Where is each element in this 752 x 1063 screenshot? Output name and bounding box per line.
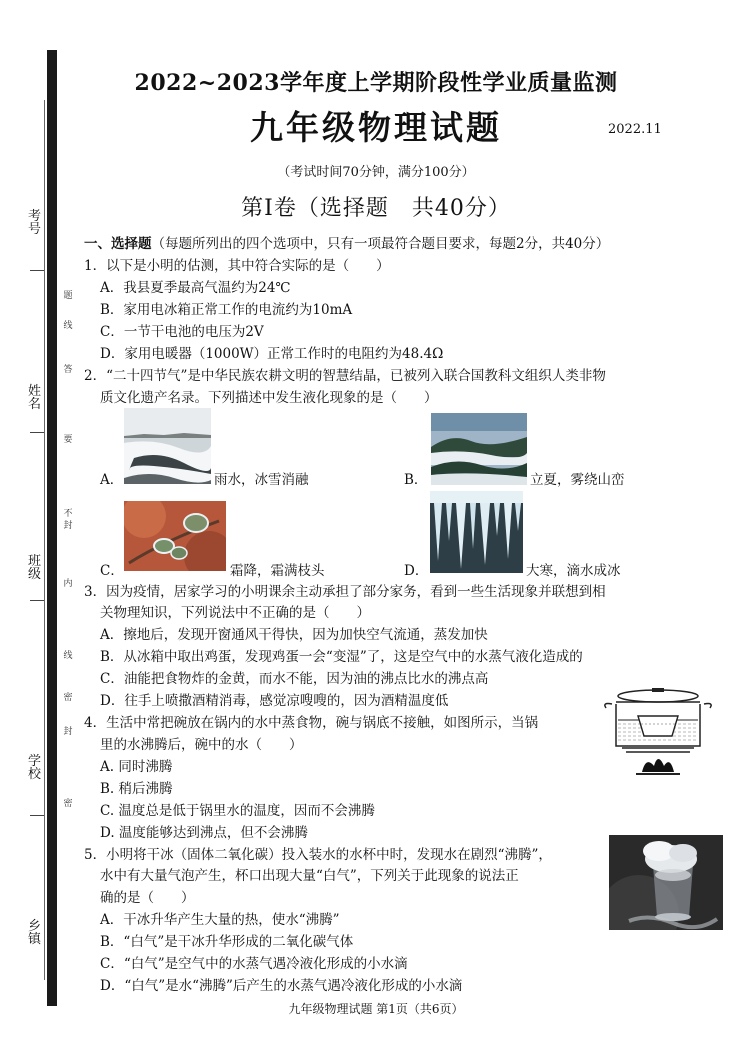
- q1-option-c: C．一节干电池的电压为2V: [100, 324, 264, 340]
- q2-option-c-caption: 霜降，霜满枝头: [230, 563, 325, 579]
- mist-mountains-image: [431, 413, 527, 485]
- q1-option-b: B．家用电冰箱正常工作的电流约为10mA: [100, 302, 353, 318]
- page-footer: 九年级物理试题 第1页（共6页）: [288, 1002, 464, 1016]
- q5-option-a: A．干冰升华产生大量的热，使水“沸腾”: [100, 912, 340, 928]
- q2-option-d-letter: D．: [404, 563, 429, 579]
- q2-stem-line2: 质文化遗产名录。下列描述中发生液化现象的是（ ）: [100, 390, 438, 406]
- q5-option-b: B．“白气”是干冰升华形成的二氧化碳气体: [100, 934, 354, 950]
- binding-line: [44, 100, 45, 980]
- q3-stem-line1: 3．因为疫情，居家学习的小明课余主动承担了部分家务，看到一些生活现象并联想到相: [84, 584, 606, 600]
- frost-plant-image: [124, 501, 226, 571]
- seal-char: 封: [63, 521, 73, 531]
- underline: [30, 432, 44, 433]
- q1-option-a: A．我县夏季最高气温约为24℃: [100, 280, 291, 296]
- exam-name: 2022~2023学年度上学期阶段性学业质量监测: [134, 70, 618, 96]
- q1-stem: 1．以下是小明的估测，其中符合实际的是（ ）: [84, 258, 390, 274]
- q3-option-c: C．油能把食物炸的金黄，而水不能，因为油的沸点比水的沸点高: [100, 671, 489, 687]
- exam-number-label: 考号: [28, 209, 42, 237]
- school-label: 学校: [28, 754, 42, 782]
- q3-option-d: D．往手上喷撒酒精消毒，感觉凉嗖嗖的，因为酒精温度低: [100, 693, 449, 709]
- q5-stem-line1: 5．小明将干冰（固体二氧化碳）投入装水的水杯中时，发现水在剧烈“沸腾”，: [84, 847, 552, 863]
- page-title: 九年级物理试题: [250, 108, 502, 147]
- seal-char: 线: [63, 321, 73, 331]
- name-label: 姓名: [28, 384, 42, 412]
- q2-option-d-caption: 大寒，滴水成冰: [526, 563, 621, 579]
- exam-date: 2022.11: [608, 122, 662, 137]
- q2-option-b-letter: B．: [404, 472, 428, 488]
- steaming-pot-figure: [602, 686, 714, 780]
- time-note: （考试时间70分钟，满分100分）: [277, 165, 475, 180]
- seal-char: 要: [63, 435, 73, 445]
- section-label: 一、选择题: [84, 236, 152, 252]
- dry-ice-photo: [609, 835, 723, 930]
- snow-melt-image: [124, 408, 211, 484]
- seal-char: 封: [63, 727, 73, 737]
- seal-char: 密: [63, 693, 73, 703]
- seal-char: 题: [63, 291, 73, 301]
- q2-option-b-caption: 立夏，雾绕山峦: [530, 472, 625, 488]
- q5-stem-line3: 确的是（ ）: [100, 890, 195, 906]
- q2-option-c-letter: C．: [100, 563, 124, 579]
- q5-option-d: D．“白气”是水“沸腾”后产生的水蒸气遇冷液化形成的小水滴: [100, 978, 463, 994]
- q3-option-a: A．擦地后，发现开窗通风干得快，因为加快空气流通，蒸发加快: [100, 627, 488, 643]
- q3-option-b: B．从冰箱中取出鸡蛋，发现鸡蛋一会“变湿”了，这是空气中的水蒸气液化造成的: [100, 649, 583, 665]
- q2-option-a-letter: A．: [100, 472, 124, 488]
- q1-option-d: D．家用电暖器（1000W）正常工作时的电阻约为48.4Ω: [100, 346, 444, 362]
- underline: [30, 600, 44, 601]
- q4-option-b: B. 稍后沸腾: [100, 781, 173, 797]
- section-desc: （每题所列出的四个选项中，只有一项最符合题目要求，每题2分，共40分）: [151, 236, 610, 252]
- q4-option-d: D. 温度能够达到沸点，但不会沸腾: [100, 825, 308, 841]
- part-title: 第Ⅰ卷（选择题 共40分）: [241, 196, 511, 221]
- seal-char: 内: [63, 579, 73, 589]
- q5-option-c: C．“白气”是空气中的水蒸气遇冷液化形成的小水滴: [100, 956, 408, 972]
- class-label: 班级: [28, 554, 42, 582]
- seal-char: 线: [63, 651, 73, 661]
- q2-stem-line1: 2．“二十四节气”是中华民族农耕文明的智慧结晶，已被列入联合国教科文组织人类非物: [84, 368, 606, 384]
- underline: [30, 815, 44, 816]
- seal-char: 不: [63, 509, 73, 519]
- q4-stem-line1: 4．生活中常把碗放在锅内的水中蒸食物，碗与锅底不接触，如图所示，当锅: [84, 715, 539, 731]
- q5-stem-line2: 水中有大量气泡产生，杯口出现大量“白气”，下列关于此现象的说法正: [100, 868, 519, 884]
- q4-option-a: A. 同时沸腾: [100, 759, 173, 775]
- underline: [30, 270, 44, 271]
- section-heading: [84, 235, 609, 253]
- q2-option-a-caption: 雨水，冰雪消融: [214, 472, 309, 488]
- township-label: 乡镇: [28, 919, 42, 947]
- q4-option-c: C. 温度总是低于锅里水的温度，因而不会沸腾: [100, 803, 375, 819]
- icicles-image: [430, 491, 523, 573]
- seal-char: 密: [63, 799, 73, 809]
- q3-stem-line2: 关物理知识，下列说法中不正确的是（ ）: [100, 605, 370, 621]
- q4-stem-line2: 里的水沸腾后，碗中的水（ ）: [100, 737, 303, 753]
- seal-char: 答: [63, 365, 73, 375]
